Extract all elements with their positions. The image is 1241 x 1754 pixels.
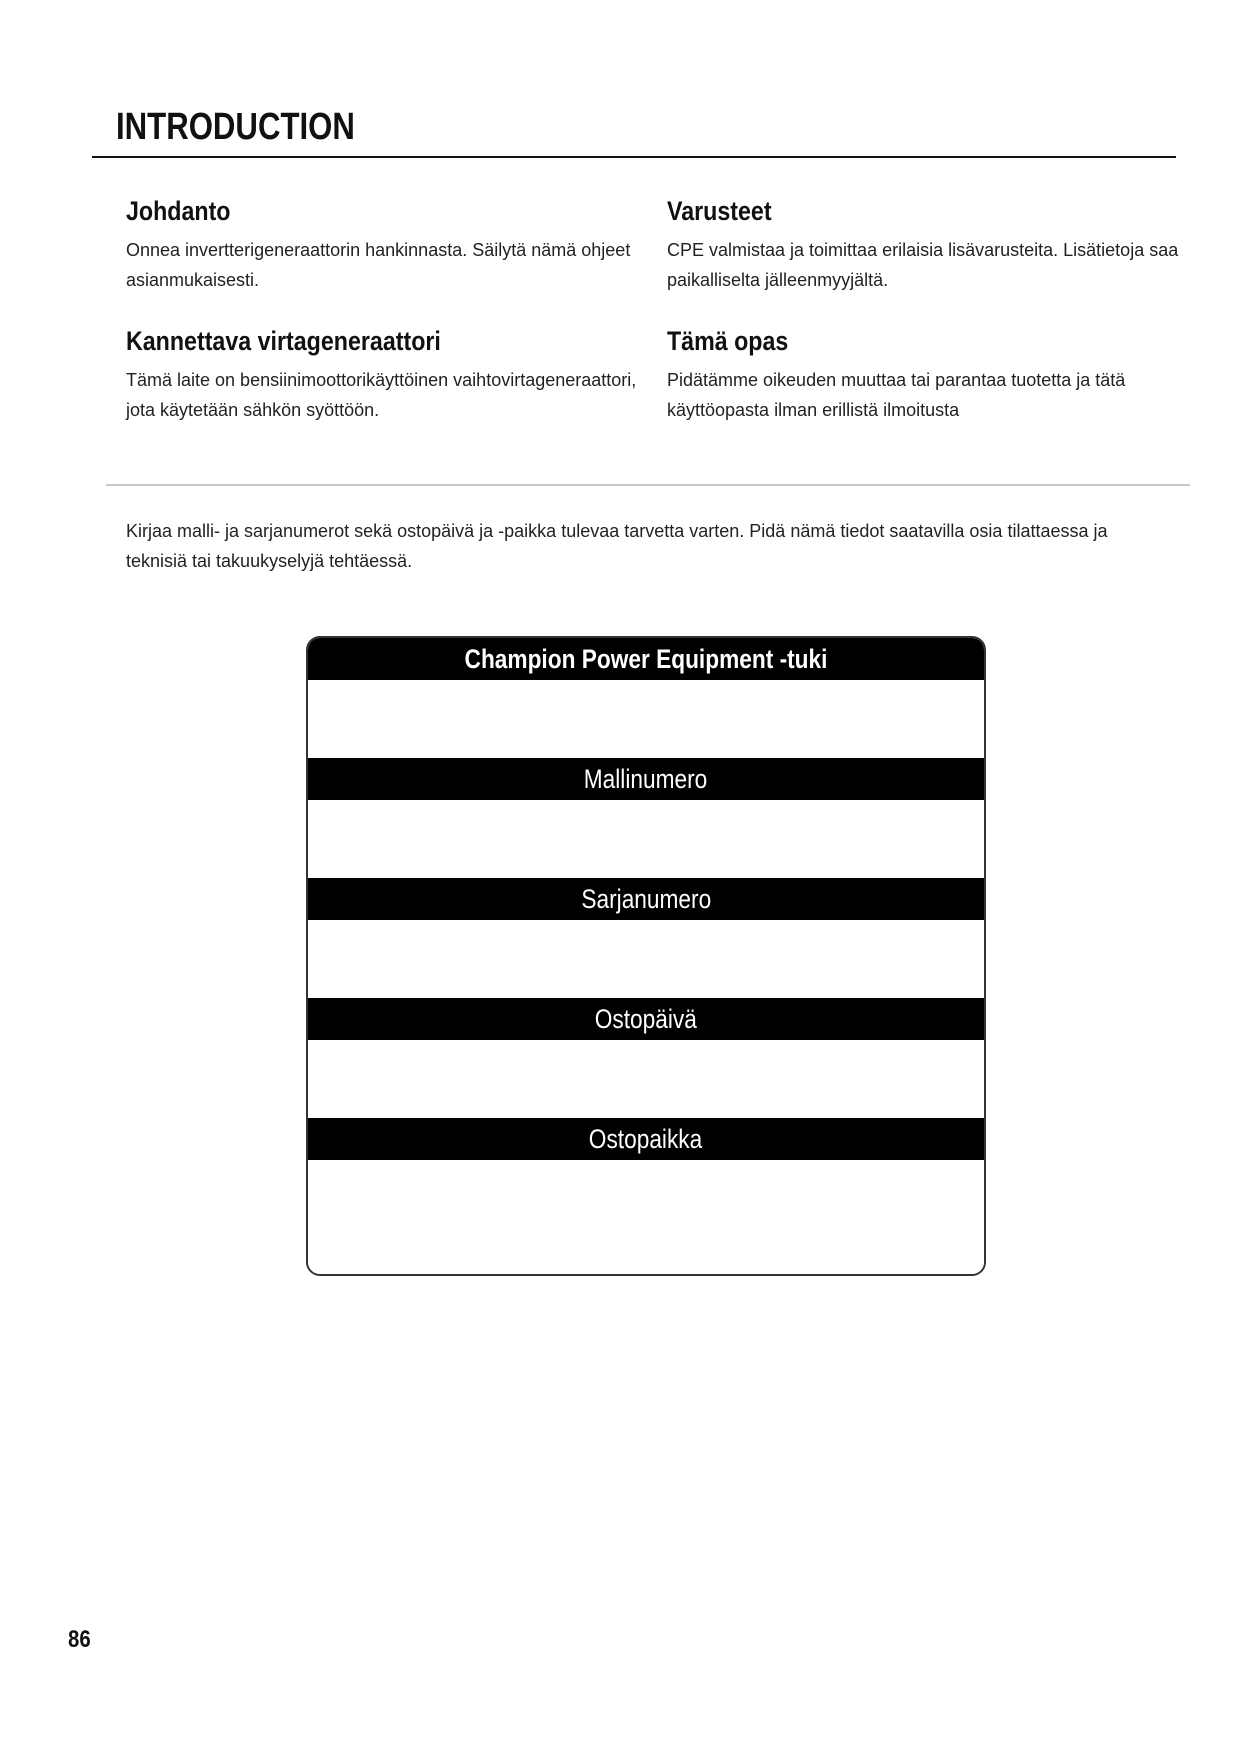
- field-blank-space: [308, 1160, 984, 1274]
- section-varusteet: [667, 196, 1207, 295]
- field-label-bar-ostopaikka: [308, 1118, 984, 1160]
- field-label-bar-sarjanumero: [308, 878, 984, 920]
- section-body: Tämä laite on bensiinimoottorikäyttöinen vaihtovirtageneraattori, jota käytetään sähkön syöttöön.: [126, 370, 637, 420]
- section-heading: Tämä opas: [667, 326, 789, 356]
- field-blank-space: [308, 920, 984, 998]
- section-body: Pidätämme oikeuden muuttaa tai parantaa tuotetta ja tätä käyttöopasta ilman erillistä ilmoitusta: [667, 370, 1126, 420]
- page-title: INTRODUCTION: [116, 106, 355, 148]
- support-box-title: Champion Power Equipment -tuki: [464, 643, 828, 674]
- section-heading: Johdanto: [126, 196, 231, 226]
- section-body: Onnea invertterigeneraattorin hankinnasta. Säilytä nämä ohjeet asianmukaisesti.: [126, 240, 631, 290]
- field-label-bar-mallinumero: [308, 758, 984, 800]
- page-number: 86: [68, 1626, 91, 1653]
- intro-note: Kirjaa malli- ja sarjanumerot sekä ostopäivä ja -paikka tulevaa tarvetta varten. Pidä nämä tiedot saatavilla osia tilattaessa ja teknisiä tai takuukyselyjä tehtäessä.: [126, 521, 1108, 571]
- section-kannettava-virtageneraattori: [126, 326, 666, 425]
- field-blank-space: [308, 800, 984, 878]
- section-divider: [106, 484, 1190, 486]
- field-label: Ostopaikka: [589, 1123, 703, 1154]
- section-johdanto: [126, 196, 666, 295]
- section-body: CPE valmistaa ja toimittaa erilaisia lisävarusteita. Lisätietoja saa paikalliselta jälleenmyyjältä.: [667, 240, 1179, 290]
- section-heading: Varusteet: [667, 196, 772, 226]
- section-heading: Kannettava virtageneraattori: [126, 326, 441, 356]
- support-info-box: [306, 636, 986, 1276]
- field-label: Mallinumero: [584, 763, 708, 794]
- field-blank-space: [308, 1040, 984, 1118]
- field-blank-space: [308, 680, 984, 758]
- section-tama-opas: [667, 326, 1207, 425]
- support-box-header: [308, 638, 984, 680]
- title-rule: [92, 156, 1176, 158]
- field-label: Sarjanumero: [581, 883, 711, 914]
- field-label: Ostopäivä: [594, 1003, 698, 1034]
- field-label-bar-ostopaiva: [308, 998, 984, 1040]
